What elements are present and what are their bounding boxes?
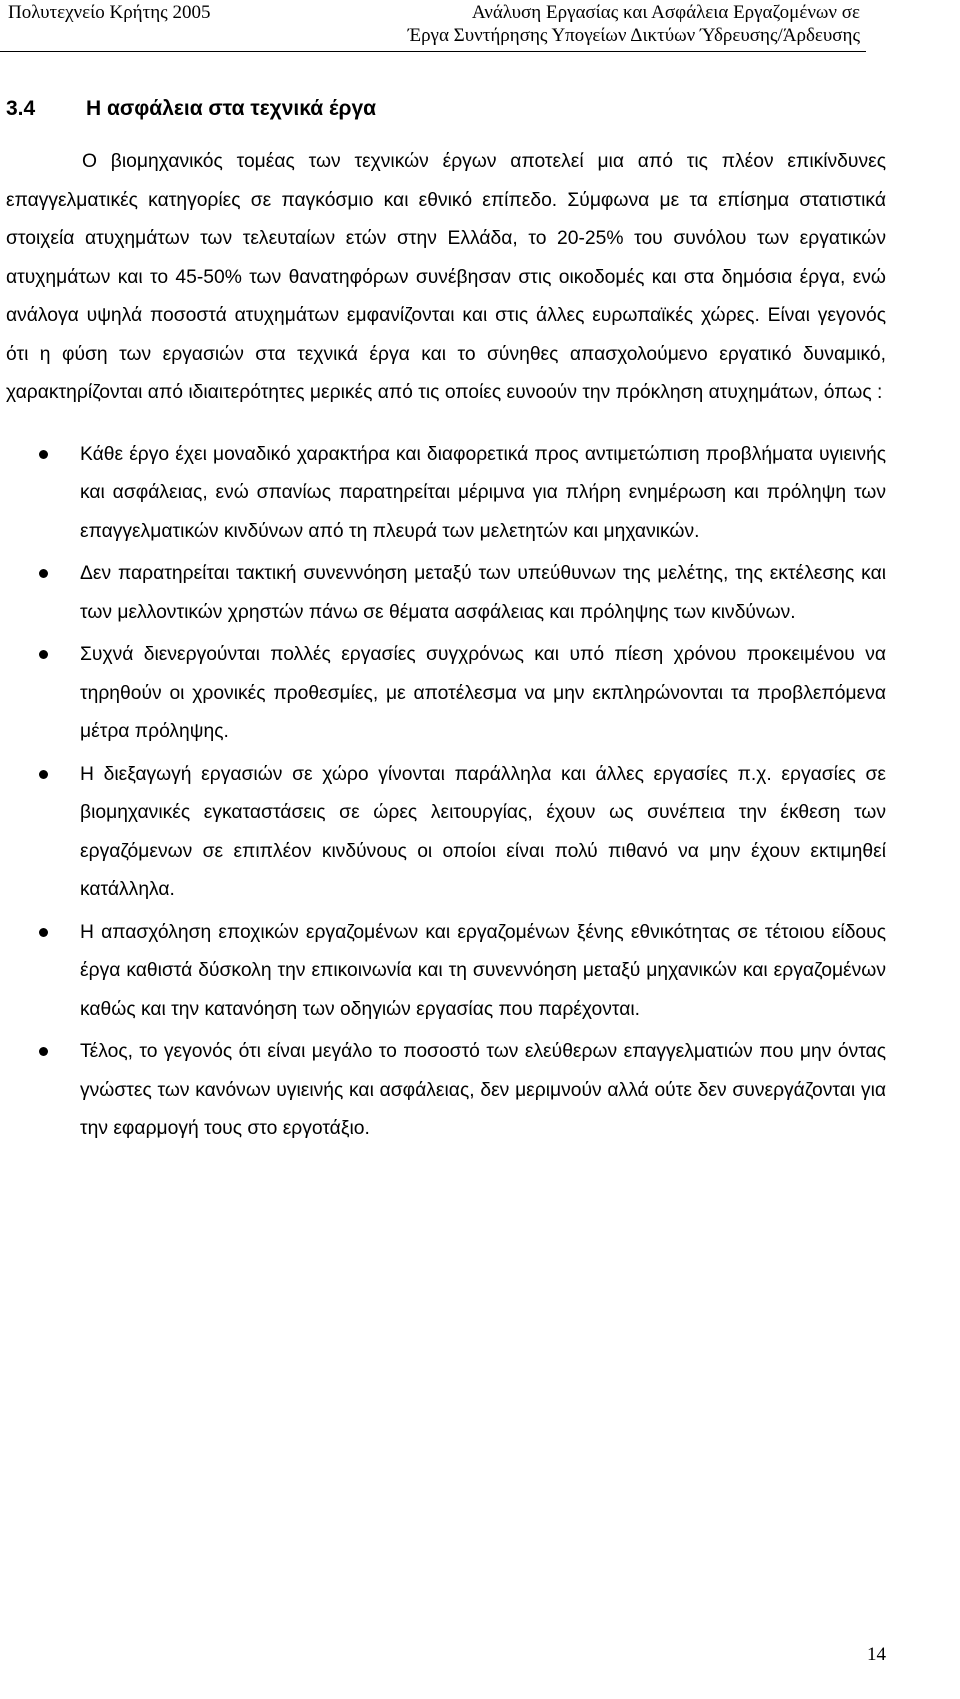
page-number: 14 <box>867 1644 886 1665</box>
list-item <box>6 555 886 632</box>
header-institution: Πολυτεχνείο Κρήτης 2005 <box>8 2 211 23</box>
intro-paragraph: Ο βιομηχανικός τομέας των τεχνικών έργων αποτελεί μια από τις πλέον επικίνδυνες επαγγελματικές κατηγορίες σε παγκόσμιο και εθνικό επίπεδο. Σύμφωνα με τα επίσημα στατιστικά στοιχεία ατυχημάτων των τελευταίων ετών στην Ελλάδα, το 20-25% του συνόλου των εργατικών ατυχημάτων και το 45-50% των θανατηφόρων συνέβησαν στις οικοδομές και στα δημόσια έργα, ενώ ανάλογα υψηλά ποσοστά ατυχημάτων εμφανίζονται και στις άλλες ευρωπαϊκές χώρες. Είναι γεγονός ότι η φύση των εργασιών στα τεχνικά έργα και το σύνηθες απασχολούμενο εργατικό δυναμικό, χαρακτηρίζονται από ιδιαιτερότητες μερικές από τις οποίες ευνοούν την πρόκληση ατυχημάτων, όπως : <box>6 151 886 403</box>
bullet-icon <box>39 928 48 937</box>
list-item-text: Η απασχόληση εποχικών εργαζομένων και εργαζομένων ξένης εθνικότητας σε τέτοιου είδους έργα καθιστά δύσκολη την επικοινωνία και τη συνεννόηση μεταξύ μηχανικών και εργαζομένων καθώς και την κατανόηση των οδηγιών εργασίας που παρέχονται. <box>80 921 886 1020</box>
section-number: 3.4 <box>6 97 36 120</box>
bullet-icon <box>39 450 48 459</box>
list-item <box>6 914 886 1030</box>
page-content <box>6 90 886 1153</box>
list-item-text: Η διεξαγωγή εργασιών σε χώρο γίνονται παράλληλα και άλλες εργασίες π.χ. εργασίες σε βιομηχανικές εγκαταστάσεις σε ώρες λειτουργίας, έχουν ως συνέπεια την έκθεση των εργαζόμενων σε επιπλέον κινδύνους οι οποίοι είναι πολύ πιθανό να μην έχουν εκτιμηθεί κατάλληλα. <box>80 763 886 900</box>
header-divider <box>0 51 866 52</box>
bullet-icon <box>39 650 48 659</box>
list-item <box>6 636 886 752</box>
list-item-text: Τέλος, το γεγονός ότι είναι μεγάλο το ποσοστό των ελεύθερων επαγγελματιών που μην όντας γνώστες των κανόνων υγιεινής και ασφάλειας, δεν μεριμνούν αλλά ούτε δεν συνεργάζονται για την εφαρμογή τους στο εργοτάξιο. <box>80 1041 886 1139</box>
list-item-text: Κάθε έργο έχει μοναδικό χαρακτήρα και διαφορετικά προς αντιμετώπιση προβλήματα υγιεινής και ασφάλειας, ενώ σπανίως παρατηρείται μέριμνα για πλήρη ενημέρωση και πρόληψη των επαγγελματικών κινδύνων από τη πλευρά των μελετητών και μηχανικών. <box>80 443 886 542</box>
list-item <box>6 1033 886 1149</box>
list-item <box>6 436 886 552</box>
page-header <box>0 0 960 52</box>
list-item-text: Δεν παρατηρείται τακτική συνεννόηση μεταξύ των υπεύθυνων της μελέτης, της εκτέλεσης και των μελλοντικών χρηστών πάνω σε θέματα ασφάλειας και πρόληψης των κινδύνων. <box>80 563 886 623</box>
header-title-line2: Έργα Συντήρησης Υπογείων Δικτύων Ύδρευσης/Άρδευσης <box>407 25 860 46</box>
section-heading <box>6 90 886 128</box>
bullet-list <box>6 436 886 1149</box>
section-title: Η ασφάλεια στα τεχνικά έργα <box>86 97 377 120</box>
list-item-text: Συχνά διενεργούνται πολλές εργασίες συγχρόνως και υπό πίεση χρόνου προκειμένου να τηρηθούν οι χρονικές προθεσμίες, με αποτέλεσμα να μην εκπληρώνονται τα προβλεπόμενα μέτρα πρόληψης. <box>80 644 886 742</box>
list-item <box>6 756 886 910</box>
bullet-icon <box>39 1047 48 1056</box>
header-title-line1: Ανάλυση Εργασίας και Ασφάλεια Εργαζομένων σε <box>471 2 860 23</box>
bullet-icon <box>39 569 48 578</box>
bullet-icon <box>39 770 48 779</box>
